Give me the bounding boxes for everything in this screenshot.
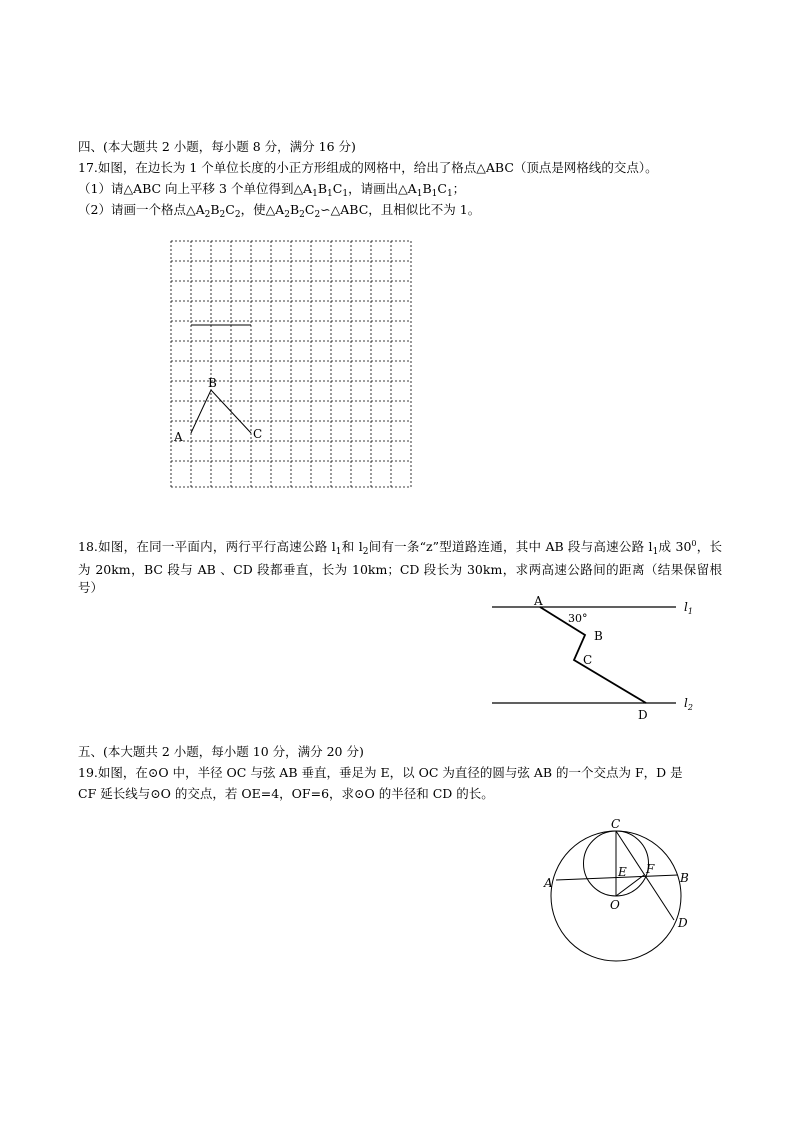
z-road xyxy=(540,607,646,703)
label-b: B xyxy=(680,871,689,885)
q19-stem-line-2: CF 延长线与⊙O 的交点，若 OE=4，OF=6，求⊙O 的半径和 CD 的长。 xyxy=(78,786,494,801)
subscript: 1 xyxy=(652,547,659,558)
superscript: 0 xyxy=(691,539,697,548)
subscript: 2 xyxy=(299,210,305,220)
q17-grid-figure xyxy=(160,230,430,513)
subscript: 1 xyxy=(342,189,349,199)
grid-lines xyxy=(171,241,411,487)
label-a: A xyxy=(174,430,183,444)
subscript: 1 xyxy=(335,547,342,558)
chord-ab xyxy=(556,875,678,880)
q17-part-1-text: B xyxy=(422,181,432,196)
triangle-abc-sides xyxy=(191,390,251,433)
q17-part-2-text: ∽△ABC，且相似比不为 1。 xyxy=(320,202,481,217)
label-b: B xyxy=(594,629,603,643)
q17-part-1-text: ，请画出△A xyxy=(348,181,417,196)
q18-svg xyxy=(488,592,708,722)
angle-label: 30° xyxy=(568,612,588,625)
subscript: 2 xyxy=(219,210,226,220)
q18-text: 成 30 xyxy=(658,539,692,555)
q17-part-2-text: B xyxy=(210,202,220,217)
label-l2: $l_2$ xyxy=(684,696,693,712)
label-c: C xyxy=(611,817,621,831)
label-a: A xyxy=(534,594,543,608)
label-e: E xyxy=(618,865,627,879)
section-4-heading: 四、(本大题共 2 小题，每小题 8 分，满分 16 分) xyxy=(78,139,356,154)
subscript: 2 xyxy=(284,210,290,220)
q17-part-1-text: C xyxy=(332,181,343,196)
q17-part-1 xyxy=(78,180,465,203)
subscript: 1 xyxy=(431,189,438,199)
label-c: C xyxy=(583,653,593,667)
subscript: 2 xyxy=(362,547,369,558)
q19-figure xyxy=(538,815,708,968)
q17-grid-svg xyxy=(160,230,430,510)
q17-part-1-text: ； xyxy=(452,181,466,196)
q17-part-2-text: （2）请画一个格点△A xyxy=(78,202,205,217)
q18-text: 和 l xyxy=(341,539,363,555)
q18-figure xyxy=(488,592,708,725)
q17-part-2-text: ，使△A xyxy=(240,202,285,217)
q18-text: ，长为 20km，BC 段与 AB 、CD 段都垂直，长为 10km；CD 段长为 30km，求两高速公路间的距离（结果保留根号） xyxy=(78,539,723,596)
subscript: 1 xyxy=(416,189,423,199)
q19-stem-line-1: 19.如图，在⊙O 中，半径 OC 与弦 AB 垂直，垂足为 E，以 OC 为直径的圆与弦 AB 的一个交点为 F，D 是 xyxy=(78,765,683,780)
q18-stem xyxy=(78,535,722,597)
subscript: 1 xyxy=(327,189,333,199)
q17-part-1-text: C xyxy=(437,181,447,196)
q17-part-2 xyxy=(78,201,480,224)
section-5-heading: 五、(本大题共 2 小题，每小题 10 分，满分 20 分) xyxy=(78,744,364,759)
label-a: A xyxy=(544,876,553,890)
subscript: 1 xyxy=(446,189,453,199)
q17-stem: 17.如图，在边长为 1 个单位长度的小正方形组成的网格中，给出了格点△ABC（顶点是网格线的交点）。 xyxy=(78,160,658,175)
subscript: 2 xyxy=(314,210,321,220)
q19-svg xyxy=(538,815,708,965)
q18-text: 间有一条“z”型道路连通，其中 AB 段与高速公路 l xyxy=(368,539,653,555)
subscript: 2 xyxy=(204,210,211,220)
q18-text: 18.如图，在同一平面内，两行平行高速公路 l xyxy=(78,539,336,555)
q17-part-2-text: C xyxy=(304,202,315,217)
label-c: C xyxy=(253,427,263,441)
label-l1: $l_1$ xyxy=(684,600,693,616)
label-d: D xyxy=(638,708,648,722)
q17-part-1-text: B xyxy=(317,181,328,196)
label-o: O xyxy=(610,898,620,912)
label-d: D xyxy=(678,916,688,930)
q17-part-2-text: C xyxy=(225,202,235,217)
subscript: 2 xyxy=(234,210,241,220)
subscript: 1 xyxy=(312,189,318,199)
q17-part-1-text: （1）请△ABC 向上平移 3 个单位得到△A xyxy=(78,181,313,196)
label-f: F xyxy=(646,862,655,876)
q17-part-2-text: B xyxy=(289,202,300,217)
label-b: B xyxy=(208,376,217,390)
